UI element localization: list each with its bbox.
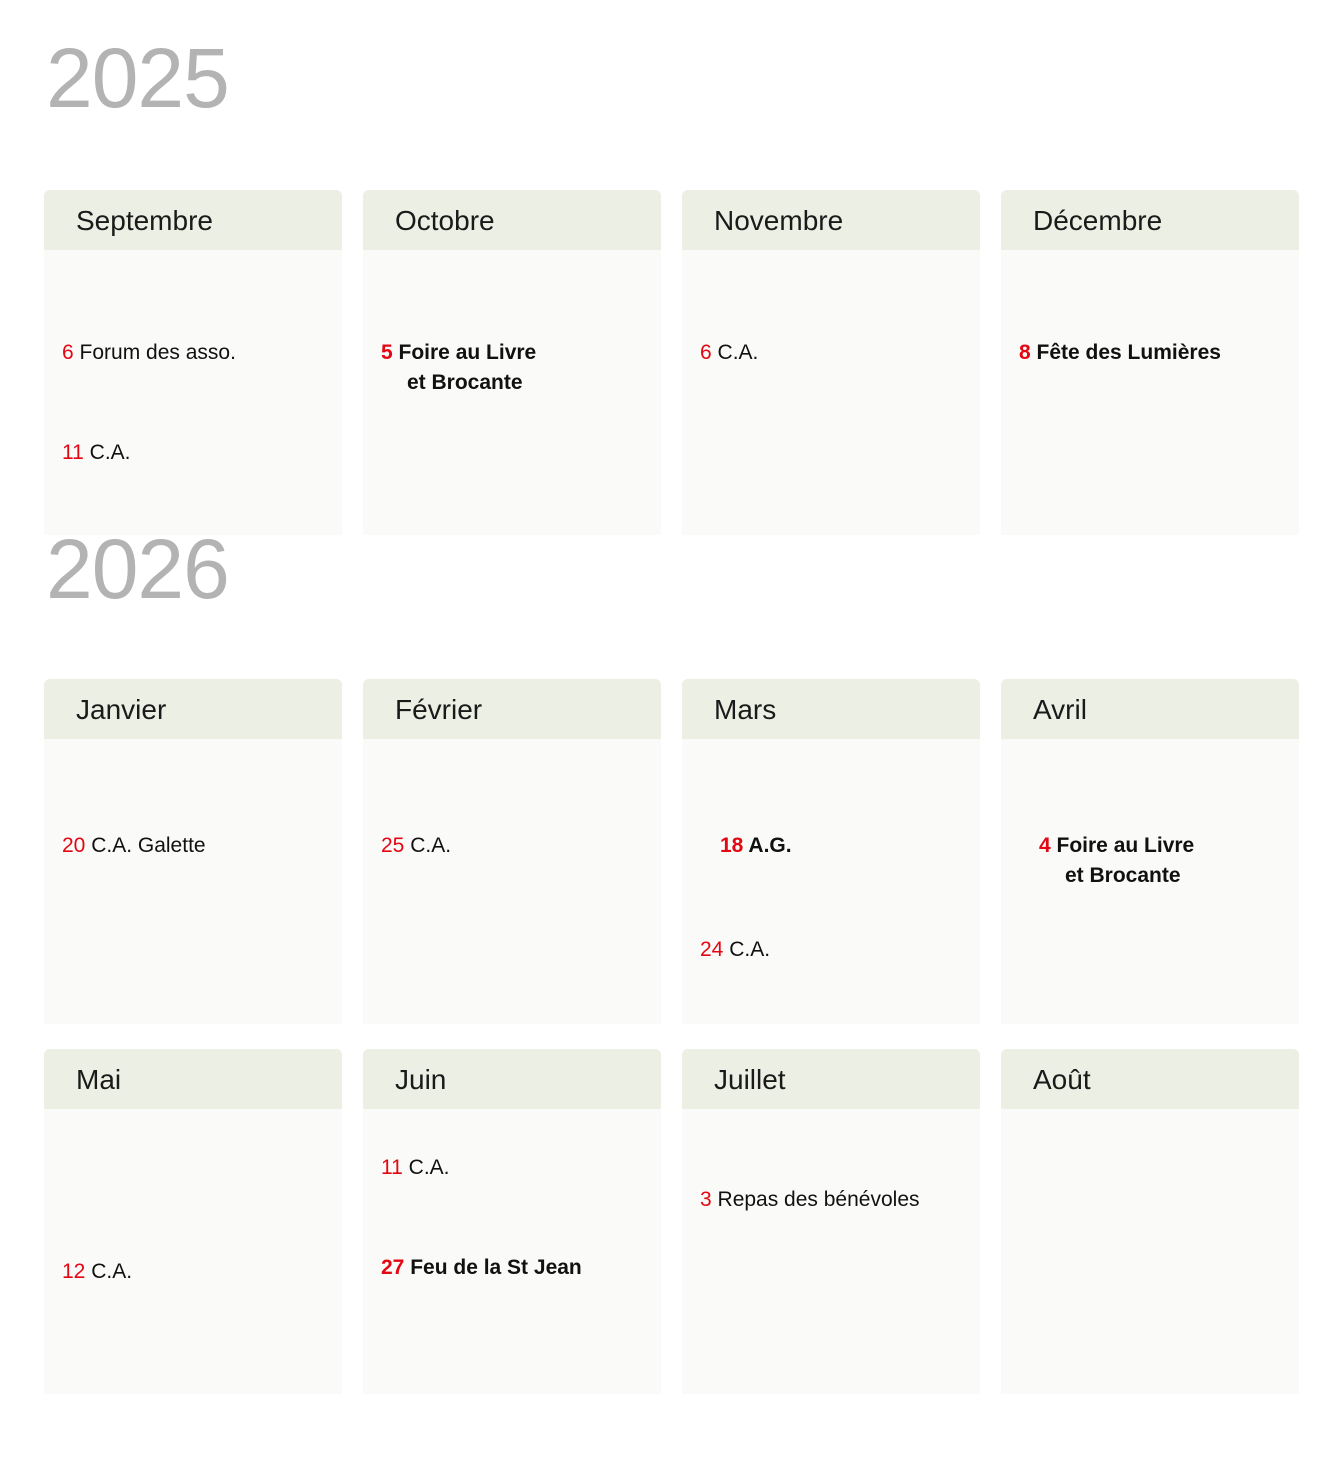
- event-day: 20: [62, 834, 86, 857]
- month-events: [682, 1109, 980, 1394]
- event-day: 24: [700, 938, 724, 961]
- month-grid-2026-second-half: [44, 1049, 1299, 1394]
- month-card: [1001, 679, 1299, 1024]
- event-label: C.A. Galette: [85, 834, 206, 857]
- month-events: [1001, 250, 1299, 535]
- event-entry: [62, 1257, 332, 1287]
- month-events: [363, 739, 661, 1024]
- event-label: Forum des asso.: [73, 341, 236, 364]
- month-name: Juin: [363, 1049, 661, 1109]
- month-name: Juillet: [682, 1049, 980, 1109]
- event-label: Foire au Livre: [1050, 834, 1195, 857]
- event-day: 18: [720, 834, 744, 857]
- event-day: 12: [62, 1260, 86, 1283]
- event-day: 25: [381, 834, 405, 857]
- month-events: [682, 250, 980, 535]
- month-name: Avril: [1001, 679, 1299, 739]
- event-entry: [381, 1253, 651, 1283]
- month-name: Septembre: [44, 190, 342, 250]
- event-entry: [1039, 831, 1289, 892]
- event-entry: [700, 338, 970, 368]
- event-entry: [700, 935, 970, 965]
- event-entry: [720, 831, 970, 861]
- event-entry: [62, 338, 332, 368]
- event-label: C.A.: [723, 938, 771, 961]
- event-entry: [62, 438, 332, 468]
- month-card: [363, 190, 661, 535]
- event-label: C.A.: [402, 1156, 450, 1179]
- month-card: [1001, 190, 1299, 535]
- event-entry: [1019, 338, 1289, 368]
- month-name: Février: [363, 679, 661, 739]
- event-entry: [700, 1185, 970, 1215]
- event-entry: [381, 1153, 651, 1183]
- month-name: Octobre: [363, 190, 661, 250]
- event-day: 27: [381, 1256, 405, 1279]
- event-label-continued: et Brocante: [1065, 864, 1181, 888]
- event-day: 11: [381, 1156, 403, 1179]
- month-events: [682, 739, 980, 1024]
- event-label: C.A.: [85, 1260, 133, 1283]
- month-events: [44, 1109, 342, 1394]
- event-label: Foire au Livre: [392, 341, 537, 364]
- month-card: [44, 1049, 342, 1394]
- event-label: C.A.: [83, 441, 131, 464]
- event-label: Fête des Lumières: [1030, 341, 1221, 364]
- event-entry: [381, 831, 651, 861]
- month-events: [44, 250, 342, 535]
- month-card: [1001, 1049, 1299, 1394]
- month-card: [682, 190, 980, 535]
- event-day: 6: [62, 341, 74, 364]
- month-card: [44, 190, 342, 535]
- month-card: [682, 1049, 980, 1394]
- month-name: Mars: [682, 679, 980, 739]
- event-entry: [62, 831, 332, 861]
- month-grid-2026-first-half: [44, 679, 1299, 1024]
- month-events: [1001, 1109, 1299, 1394]
- event-day: 3: [700, 1188, 712, 1211]
- event-label: Feu de la St Jean: [404, 1256, 582, 1279]
- month-card: [682, 679, 980, 1024]
- month-events: [363, 1109, 661, 1394]
- event-day: 11: [62, 441, 84, 464]
- month-grid-2025: [44, 190, 1299, 535]
- event-day: 6: [700, 341, 712, 364]
- year-heading-2025: 2025: [46, 31, 229, 125]
- event-label: C.A.: [404, 834, 452, 857]
- year-heading-2026: 2026: [46, 522, 229, 616]
- month-name: Décembre: [1001, 190, 1299, 250]
- month-name: Août: [1001, 1049, 1299, 1109]
- event-label-continued: et Brocante: [407, 371, 523, 395]
- event-label: C.A.: [711, 341, 759, 364]
- month-name: Janvier: [44, 679, 342, 739]
- month-card: [363, 679, 661, 1024]
- event-label: Repas des bénévoles: [711, 1188, 920, 1211]
- month-card: [363, 1049, 661, 1394]
- month-events: [363, 250, 661, 535]
- event-day: 5: [381, 341, 393, 364]
- event-day: 4: [1039, 834, 1051, 857]
- event-label: A.G.: [743, 834, 792, 857]
- month-name: Novembre: [682, 190, 980, 250]
- event-entry: [381, 338, 651, 399]
- event-day: 8: [1019, 341, 1031, 364]
- month-name: Mai: [44, 1049, 342, 1109]
- month-events: [44, 739, 342, 1024]
- month-card: [44, 679, 342, 1024]
- month-events: [1001, 739, 1299, 1024]
